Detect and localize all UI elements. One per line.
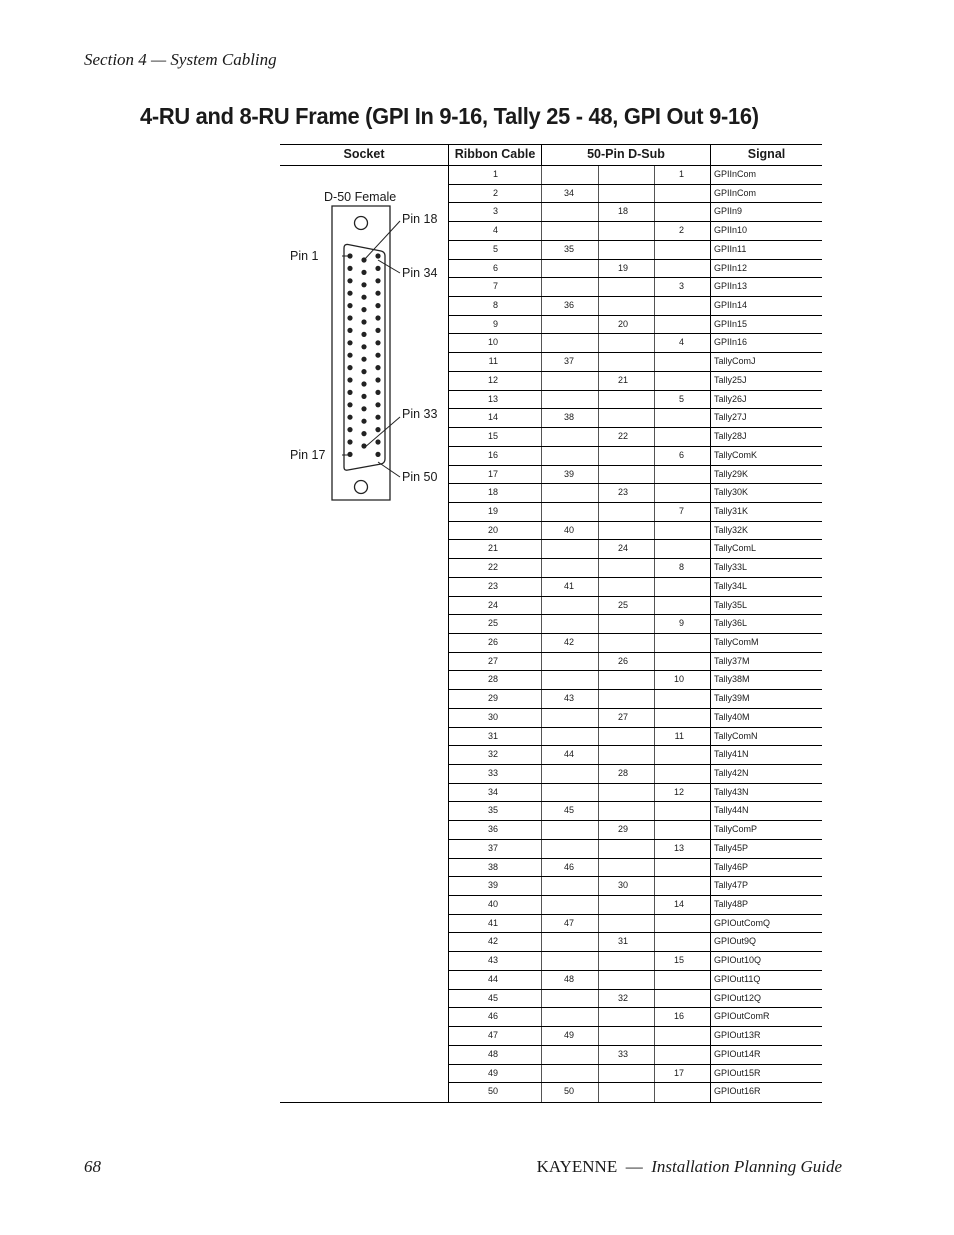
connector-pin-dot: [361, 344, 366, 349]
pin-33-label: Pin 33: [402, 407, 438, 421]
table-row: [448, 1008, 822, 1027]
table-row: [448, 802, 822, 821]
table-row: [448, 597, 822, 616]
connector-pin-dot: [347, 427, 352, 432]
cell-socket-pin: 21: [488, 543, 499, 554]
cell-dsub-b: 17: [673, 1067, 684, 1078]
header-socket: Socket: [343, 147, 385, 161]
table-row: [448, 784, 822, 803]
cell-ribbon: 39: [564, 468, 575, 479]
cell-signal: Tally33L: [714, 562, 748, 573]
connector-pin-dot: [361, 369, 366, 374]
table-header-row: [280, 145, 822, 165]
cell-dsub-b: 1: [678, 169, 684, 179]
socket-diagram-cell: [280, 166, 448, 1102]
connector-pin-dot: [347, 303, 352, 308]
connector-pin-dot: [375, 253, 380, 258]
cell-socket-pin: 2: [492, 187, 498, 198]
cell-signal: GPIInCom: [714, 187, 757, 198]
cell-socket-pin: 12: [488, 374, 499, 385]
page-title: 4-RU and 8-RU Frame (GPI In 9-16, Tally 25 - 48, GPI Out 9-16): [140, 103, 759, 129]
cell-socket-pin: 8: [492, 300, 498, 311]
cell-socket-pin: 42: [488, 936, 499, 947]
connector-pin-dot: [375, 415, 380, 420]
connector-pin-dot: [347, 328, 352, 333]
cell-socket-pin: 10: [488, 337, 499, 348]
cell-signal: GPIIn16: [714, 337, 748, 348]
connector-pin-dot: [361, 332, 366, 337]
cell-socket-pin: 35: [488, 805, 499, 816]
cell-dsub-a: 21: [618, 374, 629, 385]
cell-socket-pin: 18: [488, 487, 499, 498]
cell-socket-pin: 6: [492, 262, 498, 273]
cell-socket-pin: 50: [488, 1086, 499, 1097]
connector-pin-dot: [361, 431, 366, 436]
table-row: [448, 615, 822, 634]
mounting-hole-bottom: [355, 481, 368, 494]
cell-dsub-b: 6: [678, 449, 684, 460]
cell-ribbon: 35: [564, 243, 575, 254]
table-row: [448, 222, 822, 241]
cell-signal: Tally41N: [714, 749, 749, 760]
cell-dsub-a: 27: [618, 711, 629, 722]
table-row: [448, 990, 822, 1009]
pin-table-body: [448, 166, 822, 1102]
connector-pin-dot: [375, 353, 380, 358]
cell-ribbon: 38: [564, 412, 575, 423]
cell-socket-pin: 41: [488, 917, 499, 928]
cell-socket-pin: 11: [488, 356, 498, 367]
table-row: [448, 634, 822, 653]
pin-17-label: Pin 17: [290, 448, 326, 462]
connector-pin-dot: [375, 291, 380, 296]
cell-signal: Tally47P: [714, 880, 749, 891]
connector-pin-dot: [375, 390, 380, 395]
cell-signal: Tally46P: [714, 861, 749, 872]
cell-signal: TallyComK: [714, 449, 758, 460]
cell-signal: Tally38M: [714, 674, 750, 685]
cell-ribbon: 34: [564, 187, 575, 198]
cell-socket-pin: 7: [492, 281, 498, 292]
cell-socket-pin: 31: [488, 730, 499, 741]
cell-socket-pin: 24: [488, 599, 499, 610]
table-row: [448, 353, 822, 372]
cell-signal: Tally31K: [714, 505, 749, 516]
cell-signal: Tally26J: [714, 393, 747, 404]
cell-dsub-b: 12: [673, 786, 684, 797]
connector-pin-dot: [361, 419, 366, 424]
footer-product: KAYENNE: [536, 1157, 618, 1176]
table-row: [448, 896, 822, 915]
cell-socket-pin: 1: [492, 169, 498, 179]
table-row: [448, 933, 822, 952]
d50-connector-drawing: [280, 166, 448, 526]
cell-dsub-a: 31: [618, 936, 629, 947]
cell-signal: Tally48P: [714, 899, 749, 910]
cell-signal: GPIIn14: [714, 300, 748, 311]
table-row: [448, 409, 822, 428]
cell-dsub-a: 24: [618, 543, 629, 554]
connector-pin-dot: [347, 353, 352, 358]
cell-signal: Tally28J: [714, 431, 747, 442]
cell-socket-pin: 23: [488, 580, 499, 591]
cell-socket-pin: 45: [488, 992, 499, 1003]
cell-signal: GPIOutComR: [714, 1011, 770, 1022]
cell-signal: TallyComJ: [714, 356, 756, 367]
pin-1-label: Pin 1: [290, 249, 319, 263]
table-row: [448, 166, 822, 185]
cell-ribbon: 37: [564, 356, 575, 367]
cell-socket-pin: 36: [488, 824, 499, 835]
cell-socket-pin: 20: [488, 524, 499, 535]
cell-dsub-b: 5: [678, 393, 684, 404]
connector-pin-dot: [347, 390, 352, 395]
cell-socket-pin: 16: [488, 449, 499, 460]
table-row: [448, 1083, 822, 1102]
connector-pin-dot: [375, 439, 380, 444]
cell-signal: Tally35L: [714, 599, 748, 610]
cell-signal: Tally45P: [714, 842, 749, 853]
cell-ribbon: 44: [564, 749, 575, 760]
connector-pin-dot: [347, 278, 352, 283]
table-row: [448, 765, 822, 784]
cell-signal: GPIIn9: [714, 206, 743, 217]
cell-socket-pin: 30: [488, 711, 499, 722]
cell-socket-pin: 15: [488, 431, 499, 442]
table-row: [448, 316, 822, 335]
cell-socket-pin: 9: [492, 318, 498, 329]
table-row: [448, 915, 822, 934]
cell-signal: Tally27J: [714, 412, 747, 423]
cell-socket-pin: 44: [488, 973, 499, 984]
cell-socket-pin: 17: [488, 468, 499, 479]
header-signal: Signal: [747, 147, 786, 161]
connector-pin-dot: [347, 377, 352, 382]
table-row: [448, 1065, 822, 1084]
cell-socket-pin: 43: [488, 955, 499, 966]
cell-ribbon: 40: [564, 524, 575, 535]
table-row: [448, 1027, 822, 1046]
table-row: [448, 821, 822, 840]
table-row: [448, 671, 822, 690]
table-row: [448, 709, 822, 728]
cell-signal: Tally42N: [714, 768, 749, 778]
table-row: [448, 391, 822, 410]
table-row: [448, 952, 822, 971]
cell-signal: Tally37M: [714, 655, 750, 666]
connector-pin-dot: [361, 394, 366, 399]
cell-signal: Tally29K: [714, 468, 749, 479]
connector-pin-dot: [347, 415, 352, 420]
connector-pin-dot: [361, 295, 366, 300]
cell-signal: Tally36L: [714, 618, 748, 629]
cell-socket-pin: 26: [488, 636, 499, 647]
cell-dsub-a: 28: [618, 768, 629, 778]
cell-signal: GPIOut9Q: [714, 936, 757, 947]
pin-18-label: Pin 18: [402, 212, 438, 226]
table-row: [448, 653, 822, 672]
cell-ribbon: 36: [564, 300, 575, 311]
cell-signal: GPIIn15: [714, 318, 748, 329]
table-row: [448, 203, 822, 222]
connector-pin-dot: [361, 381, 366, 386]
cell-signal: TallyComL: [714, 543, 757, 554]
table-row: [448, 503, 822, 522]
connector-shell: [332, 206, 390, 500]
table-row: [448, 484, 822, 503]
cell-socket-pin: 34: [488, 786, 499, 797]
cell-dsub-b: 9: [678, 618, 684, 629]
cell-socket-pin: 47: [488, 1030, 499, 1041]
cell-ribbon: 45: [564, 805, 575, 816]
table-row: [448, 260, 822, 279]
connector-pin-dot: [375, 303, 380, 308]
cell-socket-pin: 37: [488, 842, 499, 853]
cell-dsub-a: 18: [618, 206, 629, 217]
cell-socket-pin: 25: [488, 618, 499, 629]
connector-pin-dot: [375, 427, 380, 432]
connector-pin-dot: [375, 328, 380, 333]
cell-socket-pin: 33: [488, 768, 499, 778]
cell-signal: Tally40M: [714, 711, 750, 722]
connector-pin-dot: [375, 315, 380, 320]
cell-dsub-b: 13: [673, 842, 684, 853]
cell-signal: TallyComP: [714, 824, 758, 835]
cell-ribbon: 41: [564, 580, 575, 591]
cell-signal: Tally34L: [714, 580, 748, 591]
cell-ribbon: 42: [564, 636, 575, 647]
mounting-hole-top: [355, 217, 368, 230]
connector-pin-dot: [347, 266, 352, 271]
cell-signal: Tally30K: [714, 487, 749, 498]
cell-ribbon: 49: [564, 1030, 575, 1041]
cell-socket-pin: 4: [492, 225, 498, 236]
footer-dash: —: [625, 1157, 643, 1176]
cell-dsub-b: 14: [673, 899, 684, 910]
connector-pin-dot: [375, 452, 380, 457]
connector-pin-dot: [375, 377, 380, 382]
table-row: [448, 447, 822, 466]
table-row: [448, 1046, 822, 1065]
header-ribbon-cable: Ribbon Cable: [454, 147, 536, 161]
cell-socket-pin: 48: [488, 1048, 499, 1059]
connector-pin-dot: [361, 406, 366, 411]
table-row: [448, 840, 822, 859]
cell-signal: GPIOut10Q: [714, 955, 762, 966]
cell-dsub-a: 30: [618, 880, 629, 891]
cell-signal: TallyComN: [714, 730, 758, 741]
cell-dsub-b: 4: [678, 337, 684, 348]
cell-socket-pin: 28: [488, 674, 499, 685]
cell-dsub-a: 33: [618, 1048, 629, 1059]
cell-signal: Tally44N: [714, 805, 749, 816]
table-row: [448, 428, 822, 447]
table-row: [448, 728, 822, 747]
cell-signal: GPIOut16R: [714, 1086, 761, 1097]
table-row: [448, 185, 822, 204]
connector-pin-dot: [347, 365, 352, 370]
cell-socket-pin: 32: [488, 749, 499, 760]
cell-signal: GPIIn13: [714, 281, 748, 292]
connector-pin-dot: [375, 340, 380, 345]
table-row: [448, 690, 822, 709]
table-row: [448, 466, 822, 485]
cell-dsub-b: 3: [678, 281, 684, 292]
table-row: [448, 522, 822, 541]
cell-signal: GPIOut11Q: [714, 973, 761, 984]
connector-pin-dot: [361, 270, 366, 275]
cell-dsub-a: 19: [618, 262, 629, 273]
table-row: [448, 278, 822, 297]
table-row: [448, 971, 822, 990]
cell-dsub-a: 26: [618, 655, 629, 666]
connector-pin-dot: [347, 439, 352, 444]
connector-pin-dot: [375, 266, 380, 271]
cell-socket-pin: 14: [488, 412, 499, 423]
table-row: [448, 746, 822, 765]
cell-dsub-b: 16: [673, 1011, 684, 1022]
cell-dsub-a: 32: [618, 992, 629, 1003]
cell-signal: GPIOut15R: [714, 1067, 761, 1078]
cell-signal: GPIIn11: [714, 243, 747, 254]
cell-signal: Tally32K: [714, 524, 749, 535]
cell-socket-pin: 40: [488, 899, 499, 910]
table-row: [448, 877, 822, 896]
table-row: [448, 559, 822, 578]
connector-pin-dot: [375, 365, 380, 370]
connector-pin-dot: [375, 278, 380, 283]
connector-pin-dot: [347, 340, 352, 345]
connector-pin-dot: [347, 402, 352, 407]
cell-socket-pin: 27: [488, 655, 499, 666]
table-row: [448, 859, 822, 878]
connector-label: D-50 Female: [324, 190, 397, 204]
cell-socket-pin: 19: [488, 505, 499, 516]
cell-dsub-b: 15: [673, 955, 684, 966]
cell-dsub-a: 22: [618, 431, 629, 442]
table-row: [448, 372, 822, 391]
cell-dsub-a: 25: [618, 599, 629, 610]
cell-dsub-b: 11: [674, 730, 684, 741]
cell-dsub-b: 2: [678, 225, 684, 236]
connector-pin-dot: [347, 315, 352, 320]
cell-ribbon: 46: [564, 861, 575, 872]
cell-dsub-b: 7: [678, 505, 684, 516]
cell-socket-pin: 5: [492, 243, 498, 254]
cell-signal: TallyComM: [714, 636, 759, 647]
cell-ribbon: 48: [564, 973, 575, 984]
table-bottom-rule: [280, 1102, 822, 1103]
footer-guide: Installation Planning Guide: [651, 1157, 842, 1176]
cell-signal: GPIOut14R: [714, 1048, 761, 1059]
cell-socket-pin: 49: [488, 1067, 499, 1078]
cell-signal: GPIOut12Q: [714, 992, 762, 1003]
connector-pin-dot: [361, 357, 366, 362]
cell-socket-pin: 29: [488, 693, 499, 704]
table-row: [448, 334, 822, 353]
connector-pin-dot: [375, 402, 380, 407]
connector-pin-dot: [361, 307, 366, 312]
cell-ribbon: 50: [564, 1086, 575, 1097]
cell-signal: Tally43N: [714, 786, 749, 797]
table-row: [448, 540, 822, 559]
cell-signal: GPIOut13R: [714, 1030, 761, 1041]
table-row: [448, 578, 822, 597]
cell-dsub-b: 10: [673, 674, 684, 685]
cell-signal: Tally39M: [714, 693, 750, 704]
cell-socket-pin: 39: [488, 880, 499, 891]
pin-dots: [347, 253, 380, 457]
cell-dsub-a: 20: [618, 318, 629, 329]
cell-socket-pin: 46: [488, 1011, 499, 1022]
cell-dsub-b: 8: [678, 562, 684, 573]
cell-ribbon: 47: [564, 917, 575, 928]
section-header: Section 4 — System Cabling: [84, 50, 277, 69]
cell-signal: GPIInCom: [714, 169, 757, 179]
footer-title: [537, 1157, 842, 1177]
connector-pin-dot: [347, 452, 352, 457]
pin-50-label: Pin 50: [402, 470, 438, 484]
page-number: 68: [84, 1157, 101, 1176]
table-row: [448, 241, 822, 260]
connector-pin-dot: [361, 319, 366, 324]
cell-ribbon: 43: [564, 693, 575, 704]
cell-socket-pin: 38: [488, 861, 499, 872]
cell-signal: Tally25J: [714, 374, 747, 385]
cell-dsub-a: 23: [618, 487, 629, 498]
cell-signal: GPIOutComQ: [714, 917, 771, 928]
connector-pin-dot: [361, 282, 366, 287]
cell-signal: GPIIn12: [714, 262, 748, 273]
cell-socket-pin: 3: [492, 206, 498, 217]
cell-dsub-a: 29: [618, 824, 629, 835]
cell-socket-pin: 22: [488, 562, 499, 573]
pin-34-label: Pin 34: [402, 266, 438, 280]
cell-signal: GPIIn10: [714, 225, 748, 236]
connector-pin-dot: [347, 291, 352, 296]
cell-socket-pin: 13: [488, 393, 499, 404]
header-dsub: 50-Pin D-Sub: [587, 147, 665, 161]
table-row: [448, 297, 822, 316]
